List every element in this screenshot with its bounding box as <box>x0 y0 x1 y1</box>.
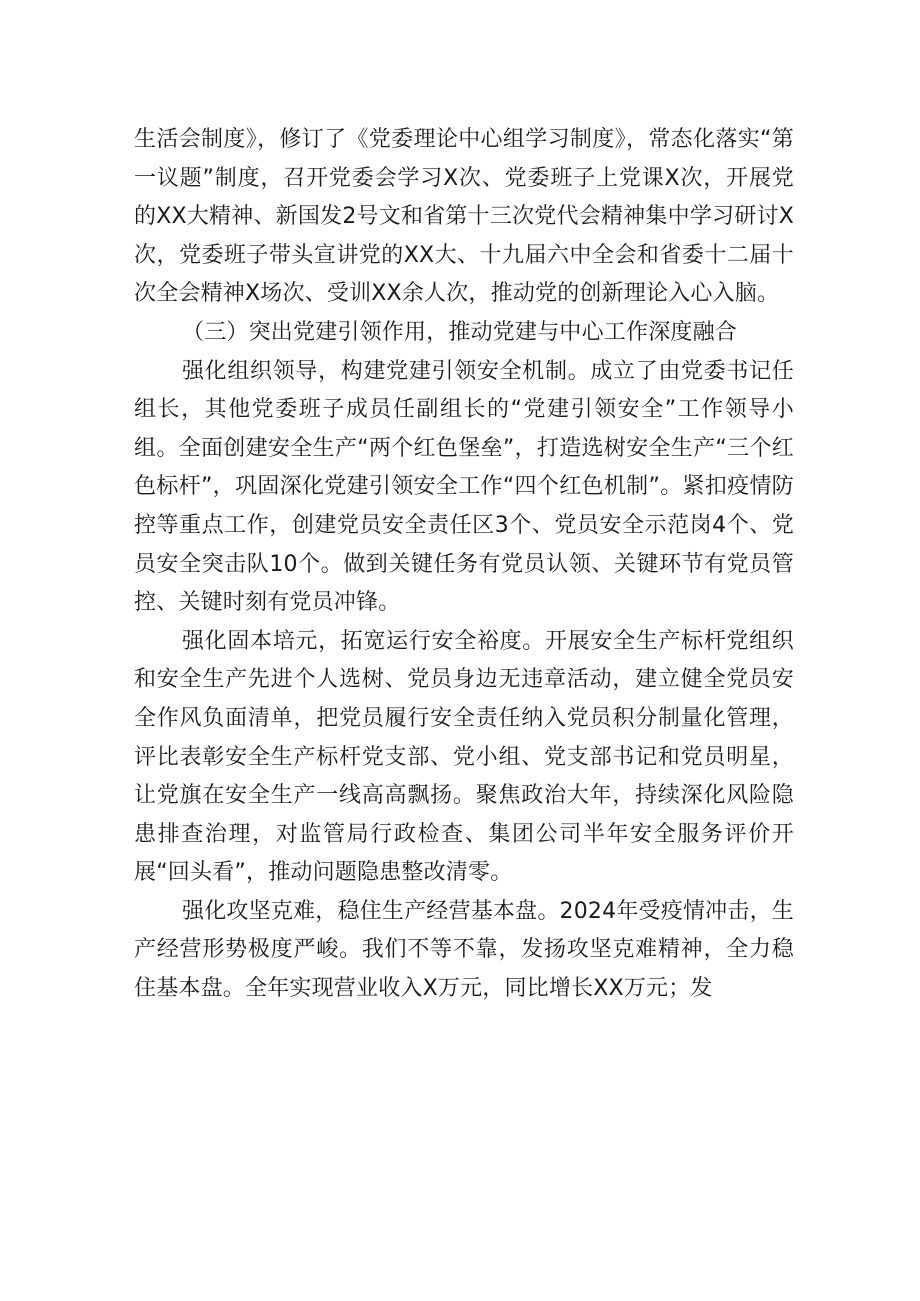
paragraph-organization-leadership: 强化组织领导，构建党建引领安全机制。成立了由党委书记任组长，其他党委班子成员任副组长的“党建引领安全”工作领导小组。全面创建安全生产“两个红色堡垒”，打造选树安全生产“三个红色标杆”，巩固深化党建引领安全工作“四个红色机制”。紧扣疫情防控等重点工作，创建党员安全责任区3个、党员安全示范岗4个、党员安全突击队10个。做到关键任务有党员认领、关键环节有党员管控、关键时刻有党员冲锋。 <box>134 358 794 616</box>
section-heading: （三）突出党建引领作用，推动党建与中心工作深度融合 <box>182 319 738 345</box>
paragraph-continuation: 生活会制度》，修订了《党委理论中心组学习制度》，常态化落实“第一议题”制度，召开党委会学习X次、党委班子上党课X次，开展党的XX大精神、新国发2号文和省第十三次党代会精神集中学习研讨X次，党委班子带头宣讲党的XX大、十九届六中全会和省委十二届十次全会精神X场次、受训XX余人次，推动党的创新理论入心入脑。 <box>134 127 794 307</box>
paragraph-production-operations: 强化攻坚克难，稳住生产经营基本盘。2024年受疫情冲击，生产经营形势极度严峻。我们不等不靠，发扬攻坚克难精神，全力稳住基本盘。全年实现营业收入X万元，同比增长XX万元；发 <box>134 898 794 1002</box>
paragraph-safety-margin: 强化固本培元，拓宽运行安全裕度。开展安全生产标杆党组织和安全生产先进个人选树、党员身边无违章活动，建立健全党员安全作风负面清单，把党员履行安全责任纳入党员积分制量化管理，评比表彰安全生产标杆党支部、党小组、党支部书记和党员明星，让党旗在安全生产一线高高飘扬。聚焦政治大年，持续深化风险隐患排查治理，对监管局行政检查、集团公司半年安全服务评价开展“回头看”，推动问题隐患整改清零。 <box>134 628 794 886</box>
document-body <box>134 121 794 1009</box>
